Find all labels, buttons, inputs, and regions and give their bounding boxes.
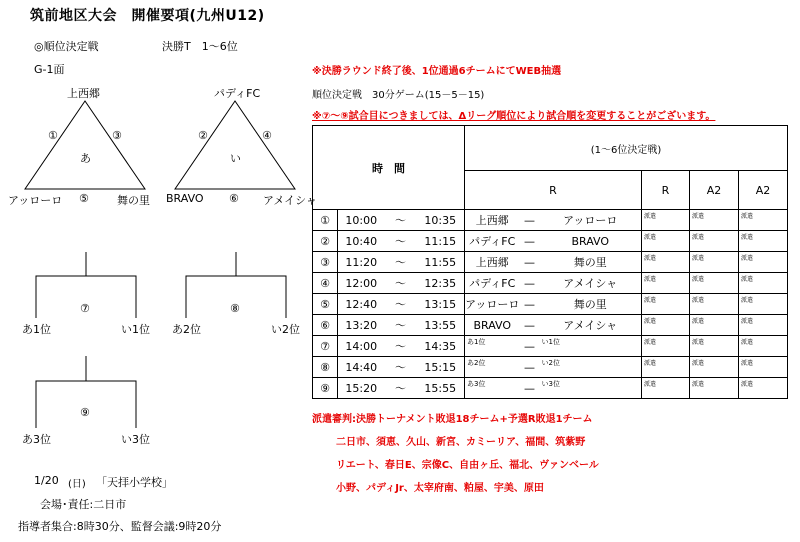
match-number: ④ [313,273,338,294]
end-time: 11:55 [417,252,465,273]
home-team: 上西郷 [465,252,520,273]
vs-dash: — [520,252,540,273]
referee-cell: 派遣 [644,339,657,346]
away-team: 舞の里 [540,252,642,273]
table-row [313,315,788,336]
referee-cell: 派遣 [692,381,705,388]
group-a-match-bottom: ⑤ [79,192,89,205]
footer-host: 会場･責任:二日市 [40,498,127,511]
category-header: (1～6位決定戦) [465,126,788,171]
end-time: 15:55 [417,378,465,399]
start-time: 12:40 [338,294,385,315]
vs-dash: — [520,378,540,399]
end-time: 12:35 [417,273,465,294]
referee-cell: 派遣 [644,255,657,262]
col-a2-second: A2 [739,171,788,210]
referee-cell: 派遣 [692,276,705,283]
match-number: ⑥ [313,315,338,336]
bracket-8-right: い2位 [271,323,300,336]
section-sub: 決勝T 1～6位 [162,40,238,53]
notice-order-change: ※⑦～⑨試合目につきましては、Δリーグ順位により試合順を変更することがございます。 [312,111,716,122]
group-b-right-team: アメイシャ [263,194,317,207]
referee-cell: 派遣 [741,276,754,283]
home-team: BRAVO [465,315,520,336]
referee-cell: 派遣 [644,276,657,283]
away-team: BRAVO [540,231,642,252]
bracket-7-right: い1位 [121,323,150,336]
bracket-7-number: ⑦ [80,302,90,315]
ref-notes-line: 小野、パディJr、太宰府南、粕屋、宇美、原田 [336,483,544,494]
referee-cell: 派遣 [692,255,705,262]
time-separator: ～ [385,231,417,252]
group-b-mark: い [230,152,241,165]
bracket-8-left: あ2位 [172,323,201,336]
home-team: あ3位 [467,380,486,388]
referee-cell: 派遣 [741,255,754,262]
referee-cell: 派遣 [692,213,705,220]
time-separator: ～ [385,273,417,294]
table-row [313,336,788,357]
referee-cell: 派遣 [692,339,705,346]
table-row [313,357,788,378]
time-separator: ～ [385,336,417,357]
referee-cell: 派遣 [644,213,657,220]
referee-cell: 派遣 [692,234,705,241]
bracket-9-left: あ3位 [22,433,51,446]
vs-dash: — [520,210,540,231]
referee-cell: 派遣 [741,297,754,304]
bracket-8-number: ⑧ [230,302,240,315]
end-time: 14:35 [417,336,465,357]
vs-dash: — [520,357,540,378]
match-number: ⑧ [313,357,338,378]
time-separator: ～ [385,294,417,315]
footer-venue: 「天拝小学校」 [96,476,173,489]
col-r2: R [642,171,690,210]
home-team: あ2位 [467,359,486,367]
ref-notes-line: リエート、春日E、宗像C、自由ヶ丘、福北、ヴァンベール [336,460,599,471]
home-team: パディFC [465,231,520,252]
away-team: アメイシャ [540,315,642,336]
bracket-9-right: い3位 [121,433,150,446]
table-row [313,273,788,294]
home-team: あ1位 [467,338,486,346]
match-number: ⑦ [313,336,338,357]
group-a-left-team: アッローロ [8,194,63,207]
start-time: 11:20 [338,252,385,273]
time-separator: ～ [385,252,417,273]
schedule-table [312,125,788,399]
referee-cell: 派遣 [644,234,657,241]
referee-cell: 派遣 [692,360,705,367]
footer-day: (日) [68,479,86,490]
start-time: 14:40 [338,357,385,378]
group-b-match-bottom: ⑥ [229,192,239,205]
table-row [313,294,788,315]
home-team: 上西郷 [465,210,520,231]
time-separator: ～ [385,357,417,378]
referee-cell: 派遣 [741,360,754,367]
referee-cell: 派遣 [741,339,754,346]
page-title: 筑前地区大会 開催要項(九州U12) [30,8,265,24]
triangle-group-b [175,101,295,189]
home-team: アッローロ [465,294,520,315]
field-label: G-1面 [34,63,65,76]
end-time: 13:55 [417,315,465,336]
group-a-right-team: 舞の里 [117,194,150,207]
referee-cell: 派遣 [644,381,657,388]
footer-meeting: 指導者集合:8時30分、監督会議:9時20分 [18,520,222,533]
table-row [313,210,788,231]
referee-cell: 派遣 [741,318,754,325]
group-b-top-team: パディFC [214,87,261,100]
bracket-7-left: あ1位 [22,323,51,336]
away-team: い1位 [541,338,560,346]
bracket-9-number: ⑨ [80,406,90,419]
time-header: 時 間 [313,126,465,210]
bracket-9-lines [36,381,136,428]
group-a-top-team: 上西郷 [67,87,100,100]
match-number: ⑨ [313,378,338,399]
col-a2-first: A2 [690,171,739,210]
group-a-mark: あ [80,152,91,165]
start-time: 15:20 [338,378,385,399]
start-time: 14:00 [338,336,385,357]
referee-cell: 派遣 [644,318,657,325]
col-r1: R [465,171,642,210]
away-team: い3位 [541,380,560,388]
vs-dash: — [520,336,540,357]
vs-dash: — [520,273,540,294]
referee-cell: 派遣 [741,381,754,388]
notice-web-lottery: ※決勝ラウンド終了後、1位通過6チームにてWEB抽選 [312,66,562,77]
group-b-left-team: BRAVO [166,192,204,205]
league-diagram [0,0,310,460]
group-b-match-left: ② [198,129,208,142]
match-format: 順位決定戦 30分ゲーム(15－5－15) [312,90,485,101]
ref-notes-title: 派遣審判:決勝トーナメント敗退18チーム+予選R敗退1チーム [312,414,593,425]
home-team: パディFC [465,273,520,294]
table-row [313,252,788,273]
time-separator: ～ [385,210,417,231]
referee-cell: 派遣 [644,360,657,367]
away-team: 舞の里 [540,294,642,315]
end-time: 11:15 [417,231,465,252]
match-number: ⑤ [313,294,338,315]
section-label: ◎順位決定戦 [34,40,99,53]
start-time: 13:20 [338,315,385,336]
away-team: い2位 [541,359,560,367]
end-time: 15:15 [417,357,465,378]
vs-dash: — [520,315,540,336]
vs-dash: — [520,231,540,252]
match-number: ② [313,231,338,252]
triangle-group-a [25,101,145,189]
match-number: ① [313,210,338,231]
referee-cell: 派遣 [741,213,754,220]
table-row [313,231,788,252]
group-b-match-right: ④ [262,129,272,142]
referee-cell: 派遣 [644,297,657,304]
referee-cell: 派遣 [692,318,705,325]
table-row [313,378,788,399]
start-time: 10:40 [338,231,385,252]
end-time: 13:15 [417,294,465,315]
ref-notes-line: 二日市、須恵、久山、新宮、カミーリア、福間、筑紫野 [336,437,586,448]
footer-date: 1/20 [34,474,59,487]
match-number: ③ [313,252,338,273]
referee-cell: 派遣 [692,297,705,304]
end-time: 10:35 [417,210,465,231]
vs-dash: — [520,294,540,315]
time-separator: ～ [385,378,417,399]
start-time: 12:00 [338,273,385,294]
start-time: 10:00 [338,210,385,231]
away-team: アメイシャ [540,273,642,294]
group-a-match-left: ① [48,129,58,142]
referee-cell: 派遣 [741,234,754,241]
time-separator: ～ [385,315,417,336]
group-a-match-right: ③ [112,129,122,142]
away-team: アッローロ [540,210,642,231]
